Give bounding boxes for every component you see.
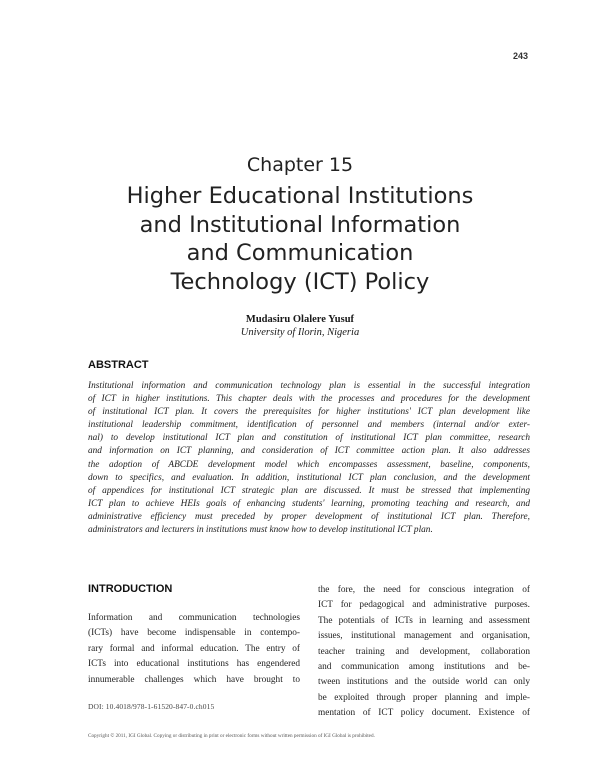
body-line: ICTs into educational institutions has engendered xyxy=(88,659,300,670)
title-line: and Communication xyxy=(186,240,414,266)
copyright-notice: Copyright © 2011, IGI Global. Copying or distributing in print or electronic forms without written permission of IGI Global is prohibited. xyxy=(88,733,375,739)
abstract-line: Institutional information and communication technology plan is essential in the successful integration xyxy=(88,381,530,391)
abstract-body xyxy=(88,380,530,537)
abstract-line: ICT plan to achieve HEIs goals of enhancing students' learning, promoting teaching and research, and xyxy=(88,498,530,509)
body-line: ICT for pedagogical and administrative purposes. xyxy=(318,600,530,611)
body-line: (ICTs) have become indispensable in contempo- xyxy=(88,628,300,639)
abstract-line: down to specifics, and evaluation. In addition, institutional ICT plan conclusion, and the development xyxy=(88,472,530,483)
abstract-line: of appendices for institutional ICT strategic plan are discussed. It must be stressed that implementing xyxy=(88,485,530,496)
body-line: mentation of ICT policy document. Existence of xyxy=(318,708,530,719)
body-line: innumerable challenges which have brought to xyxy=(88,674,300,685)
page-number: 243 xyxy=(512,51,528,61)
body-line: issues, institutional management and organisation, xyxy=(318,631,530,642)
introduction-heading: INTRODUCTION xyxy=(88,583,173,595)
abstract-line: and information on ICT planning, and consideration of ICT committee action plan. It also addresses xyxy=(88,446,530,457)
body-line: The potentials of ICTs in learning and assessment xyxy=(318,615,530,626)
doi-reference: DOI: 10.4018/978-1-61520-847-0.ch015 xyxy=(88,702,215,711)
chapter-title xyxy=(60,182,540,296)
body-line: be exploited through proper planning and imple- xyxy=(318,692,530,703)
abstract-line: the adoption of ABCDE development model which encompasses assessment, baseline, components, xyxy=(88,459,530,470)
abstract-heading: ABSTRACT xyxy=(88,359,149,371)
chapter-label: Chapter 15 xyxy=(246,154,354,176)
author-name: Mudasiru Olalere Yusuf xyxy=(245,314,355,325)
abstract-line: of ICT in higher institutions. This chapter deals with the processes and procedures for the development xyxy=(88,394,530,405)
abstract-line: administrators and lecturers in institutions must know how to develop institutional ICT plan. xyxy=(88,525,433,536)
title-line: and Institutional Information xyxy=(139,211,461,238)
body-line: tween institutions and the outside world can only xyxy=(318,677,530,688)
introduction-left-column xyxy=(88,611,300,688)
introduction-right-column xyxy=(318,583,530,722)
author-affiliation: University of Ilorin, Nigeria xyxy=(240,327,360,338)
body-line: Information and communication technologies xyxy=(88,613,300,623)
body-line: teacher training and development, collaboration xyxy=(318,646,530,657)
abstract-line: administrative efficiency must preceded by proper development of institutional ICT plan. Therefore, xyxy=(88,511,530,522)
abstract-line: nal) to develop institutional ICT plan and constitution of institutional ICT plan committee, research xyxy=(88,433,530,444)
title-line: Higher Educational Institutions xyxy=(126,183,474,209)
abstract-line: of institutional ICT plan. It covers the prerequisites for higher institutions' ICT plan development like xyxy=(88,407,530,418)
abstract-line: institutional leadership commitment, identification of personnel and members (internal and/or exter- xyxy=(88,420,530,431)
title-line: Technology (ICT) Policy xyxy=(170,268,430,295)
body-line: and communication among institutions and be- xyxy=(318,662,530,673)
body-line: rary formal and informal education. The entry of xyxy=(88,643,300,654)
body-line: the fore, the need for conscious integration of xyxy=(318,585,530,595)
